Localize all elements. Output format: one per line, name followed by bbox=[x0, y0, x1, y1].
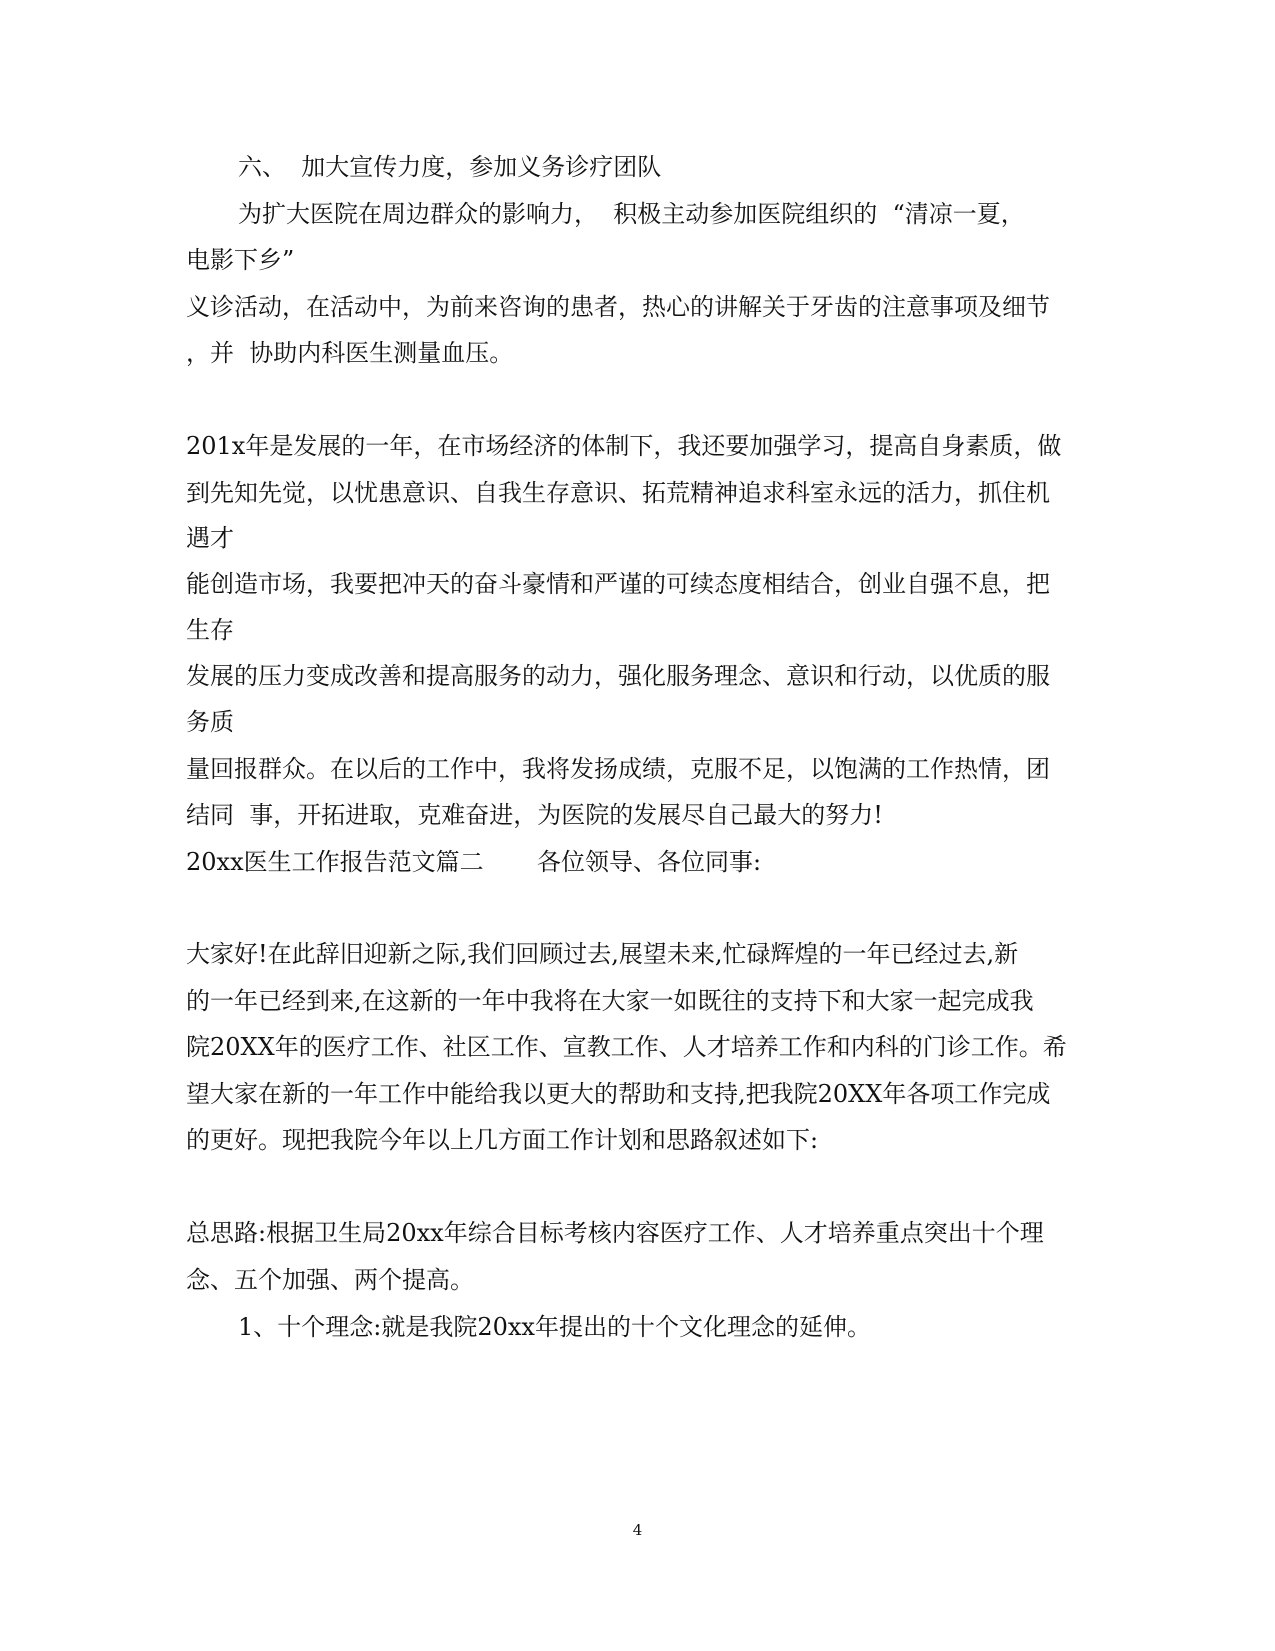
paragraph-line: 结同 事，开拓进取，克难奋进，为医院的发展尽自己最大的努力! bbox=[186, 801, 883, 829]
paragraph-line: 总思路:根据卫生局20xx年综合目标考核内容医疗工作、人才培养重点突出十个理 bbox=[186, 1219, 1044, 1247]
paragraph-line: 发展的压力变成改善和提高服务的动力，强化服务理念、意识和行动，以优质的服 bbox=[186, 662, 1050, 690]
paragraph-line: 望大家在新的一年工作中能给我以更大的帮助和支持,把我院20XX年各项工作完成 bbox=[186, 1080, 1051, 1108]
paragraph-line: 到先知先觉，以忧患意识、自我生存意识、拓荒精神追求科室永远的活力，抓住机 bbox=[186, 479, 1050, 507]
article-heading: 20xx医生工作报告范文篇二 各位领导、各位同事: bbox=[186, 848, 762, 876]
paragraph-line: 生存 bbox=[186, 616, 234, 644]
section-heading: 六、 加大宣传力度，参加义务诊疗团队 bbox=[238, 153, 662, 181]
list-item: 1、十个理念:就是我院20xx年提出的十个文化理念的延伸。 bbox=[238, 1313, 871, 1341]
paragraph-line: 电影下乡” bbox=[186, 246, 295, 274]
paragraph-line: 的一年已经到来,在这新的一年中我将在大家一如既往的支持下和大家一起完成我 bbox=[186, 987, 1034, 1015]
paragraph-line: 为扩大医院在周边群众的影响力， 积极主动参加医院组织的 “清凉一夏， bbox=[238, 200, 1025, 228]
paragraph-line: 大家好!在此辞旧迎新之际,我们回顾过去,展望未来,忙碌辉煌的一年已经过去,新 bbox=[186, 940, 1019, 968]
paragraph-line: 院20XX年的医疗工作、社区工作、宣教工作、人才培养工作和内科的门诊工作。希 bbox=[186, 1033, 1067, 1061]
paragraph-line: 量回报群众。在以后的工作中，我将发扬成绩，克服不足，以饱满的工作热情，团 bbox=[186, 755, 1050, 783]
paragraph-line: 的更好。现把我院今年以上几方面工作计划和思路叙述如下: bbox=[186, 1126, 819, 1154]
paragraph-line: 201x年是发展的一年，在市场经济的体制下，我还要加强学习，提高自身素质，做 bbox=[186, 432, 1062, 460]
paragraph-line: 能创造市场，我要把冲天的奋斗豪情和严谨的可续态度相结合，创业自强不息，把 bbox=[186, 570, 1050, 598]
paragraph-line: 遇才 bbox=[186, 524, 234, 552]
paragraph-line: 义诊活动，在活动中，为前来咨询的患者，热心的讲解关于牙齿的注意事项及细节 bbox=[186, 293, 1050, 321]
paragraph-line: ，并 协助内科医生测量血压。 bbox=[186, 339, 514, 367]
paragraph-line: 念、五个加强、两个提高。 bbox=[186, 1266, 474, 1294]
page-number: 4 bbox=[632, 1521, 643, 1539]
paragraph-line: 务质 bbox=[186, 708, 234, 736]
